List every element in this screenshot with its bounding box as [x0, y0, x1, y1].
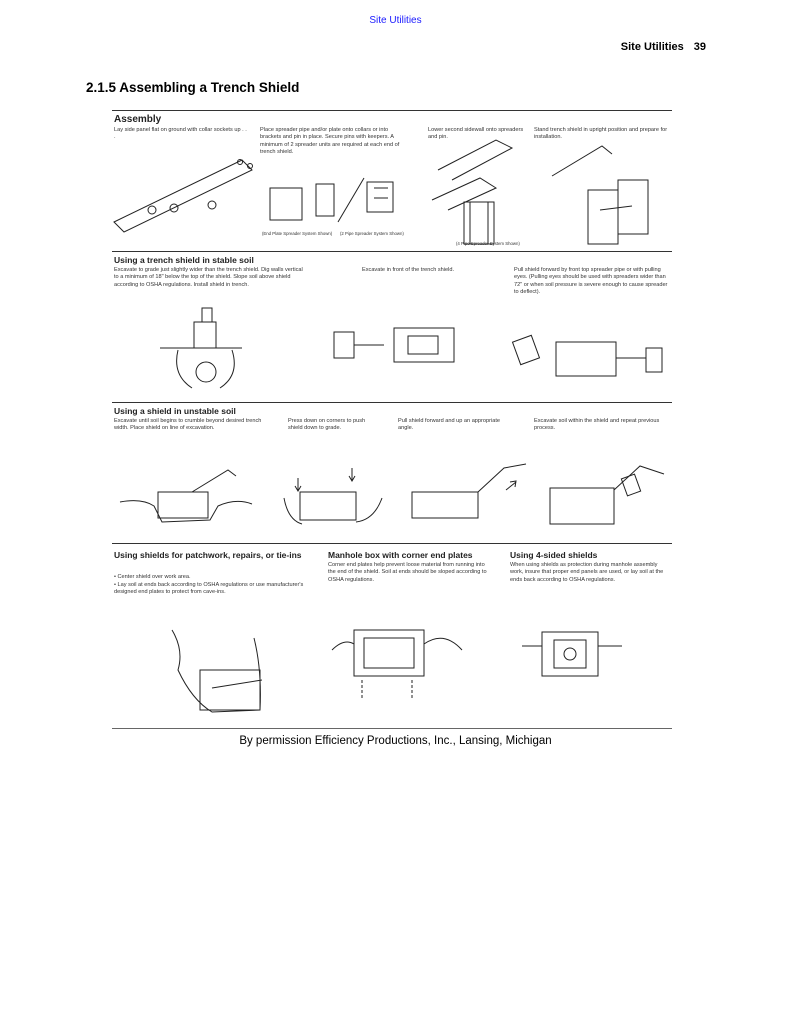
unstable-step-2: Press down on corners to push shield down to grade.: [288, 418, 366, 432]
unstable-repeat-drawing: [550, 466, 664, 524]
assembly-step-1: Lay side panel flat on ground with collar sockets up . . .: [114, 127, 247, 141]
stable-step-3: Pull shield forward by front top spreader pipe or with pulling eyes. (Pulling eyes should be used with spreaders wider than 72" or when soil pressure is severe enough to cause spreader to deflect).: [514, 267, 668, 295]
unstable-step-3: Pull shield forward and up an appropriate angle.: [398, 418, 500, 432]
stable-excavator-drawing: [160, 308, 242, 388]
rule-stable: [112, 251, 672, 252]
unstable-pull-up-drawing: [412, 464, 526, 518]
heading-assembly: Assembly: [114, 114, 162, 125]
patchwork-shield-drawing: [172, 630, 262, 712]
rule-bottom-row: [112, 543, 672, 544]
assembly-step-3: Lower second sidewall onto spreaders and pin.: [428, 127, 524, 141]
assembly-spreader-drawing: [270, 178, 393, 222]
patchwork-bullet-1: • Center shield over work area.: [114, 574, 191, 580]
figure-caption: By permission Efficiency Productions, Inc., Lansing, Michigan: [239, 735, 552, 747]
unstable-step-1: Excavate until soil begins to crumble beyond desired trench width. Place shield on line of excavation.: [114, 418, 262, 432]
stable-step-1: Excavate to grade just slightly wider than the trench shield. Dig walls vertical to a minimum of 18" below the top of the shield. Slope soil above shield according to OSHA regulations. Install shield in trench.: [114, 267, 303, 288]
stable-step-2: Excavate in front of the trench shield.: [362, 267, 455, 273]
running-header: [621, 41, 706, 53]
manhole-text: Corner end plates help prevent loose material from running into the end of the shield. Soil at ends should be sloped according to OSHA regulations.: [328, 562, 487, 583]
heading-manhole-box: Manhole box with corner end plates: [328, 550, 473, 560]
assembly-upright-drawing: [552, 146, 648, 244]
rule-assembly: [112, 110, 672, 111]
stable-excavate-front-drawing: [334, 328, 454, 362]
unstable-place-drawing: [120, 470, 252, 522]
section-title: 2.1.5 Assembling a Trench Shield: [86, 80, 300, 95]
unstable-step-4: Excavate soil within the shield and repeat previous process.: [534, 418, 660, 432]
heading-unstable-soil: Using a shield in unstable soil: [114, 406, 236, 416]
assembly-sublabel-2: (2 Pipe Spreader System Shown): [340, 231, 404, 236]
page-number: 39: [693, 41, 706, 53]
manhole-box-drawing: [332, 630, 462, 698]
patchwork-bullet-2: • Lay soil at ends back according to OSHA regulations or use manufacturer's designed end plates to protect from cave-ins.: [114, 582, 304, 596]
heading-patchwork: Using shields for patchwork, repairs, or tie-ins: [114, 550, 302, 560]
trench-shield-figure: [112, 110, 672, 730]
heading-four-sided: Using 4-sided shields: [510, 550, 598, 560]
assembly-panel-drawing: [114, 160, 253, 233]
four-sided-shield-drawing: [522, 632, 622, 676]
assembly-sublabel-3: (4 Pipe Spreader System Shown): [456, 241, 520, 246]
assembly-sublabel-1: (End Plate Spreader System Shown): [262, 231, 333, 236]
assembly-step-2: Place spreader pipe and/or plate onto collars or into brackets and pin in place. Secure pins with keepers. A minimum of 2 spreader units are required at each end of trench shield.: [260, 127, 400, 155]
assembly-step-4: Stand trench shield in upright position and prepare for installation.: [534, 127, 668, 141]
header-link[interactable]: Site Utilities: [369, 15, 422, 26]
rule-figure-bottom: [112, 728, 672, 729]
running-title: Site Utilities: [620, 41, 684, 53]
assembly-lower-wall-drawing: [432, 140, 512, 244]
heading-stable-soil: Using a trench shield in stable soil: [114, 255, 254, 265]
stable-pull-forward-drawing: [512, 335, 662, 376]
rule-unstable: [112, 402, 672, 403]
unstable-press-down-drawing: [284, 468, 382, 524]
four-sided-text: When using shields as protection during manhole assembly work, insure that proper end panels are used, or lay soil at the ends back according to OSHA regulations.: [510, 562, 664, 583]
